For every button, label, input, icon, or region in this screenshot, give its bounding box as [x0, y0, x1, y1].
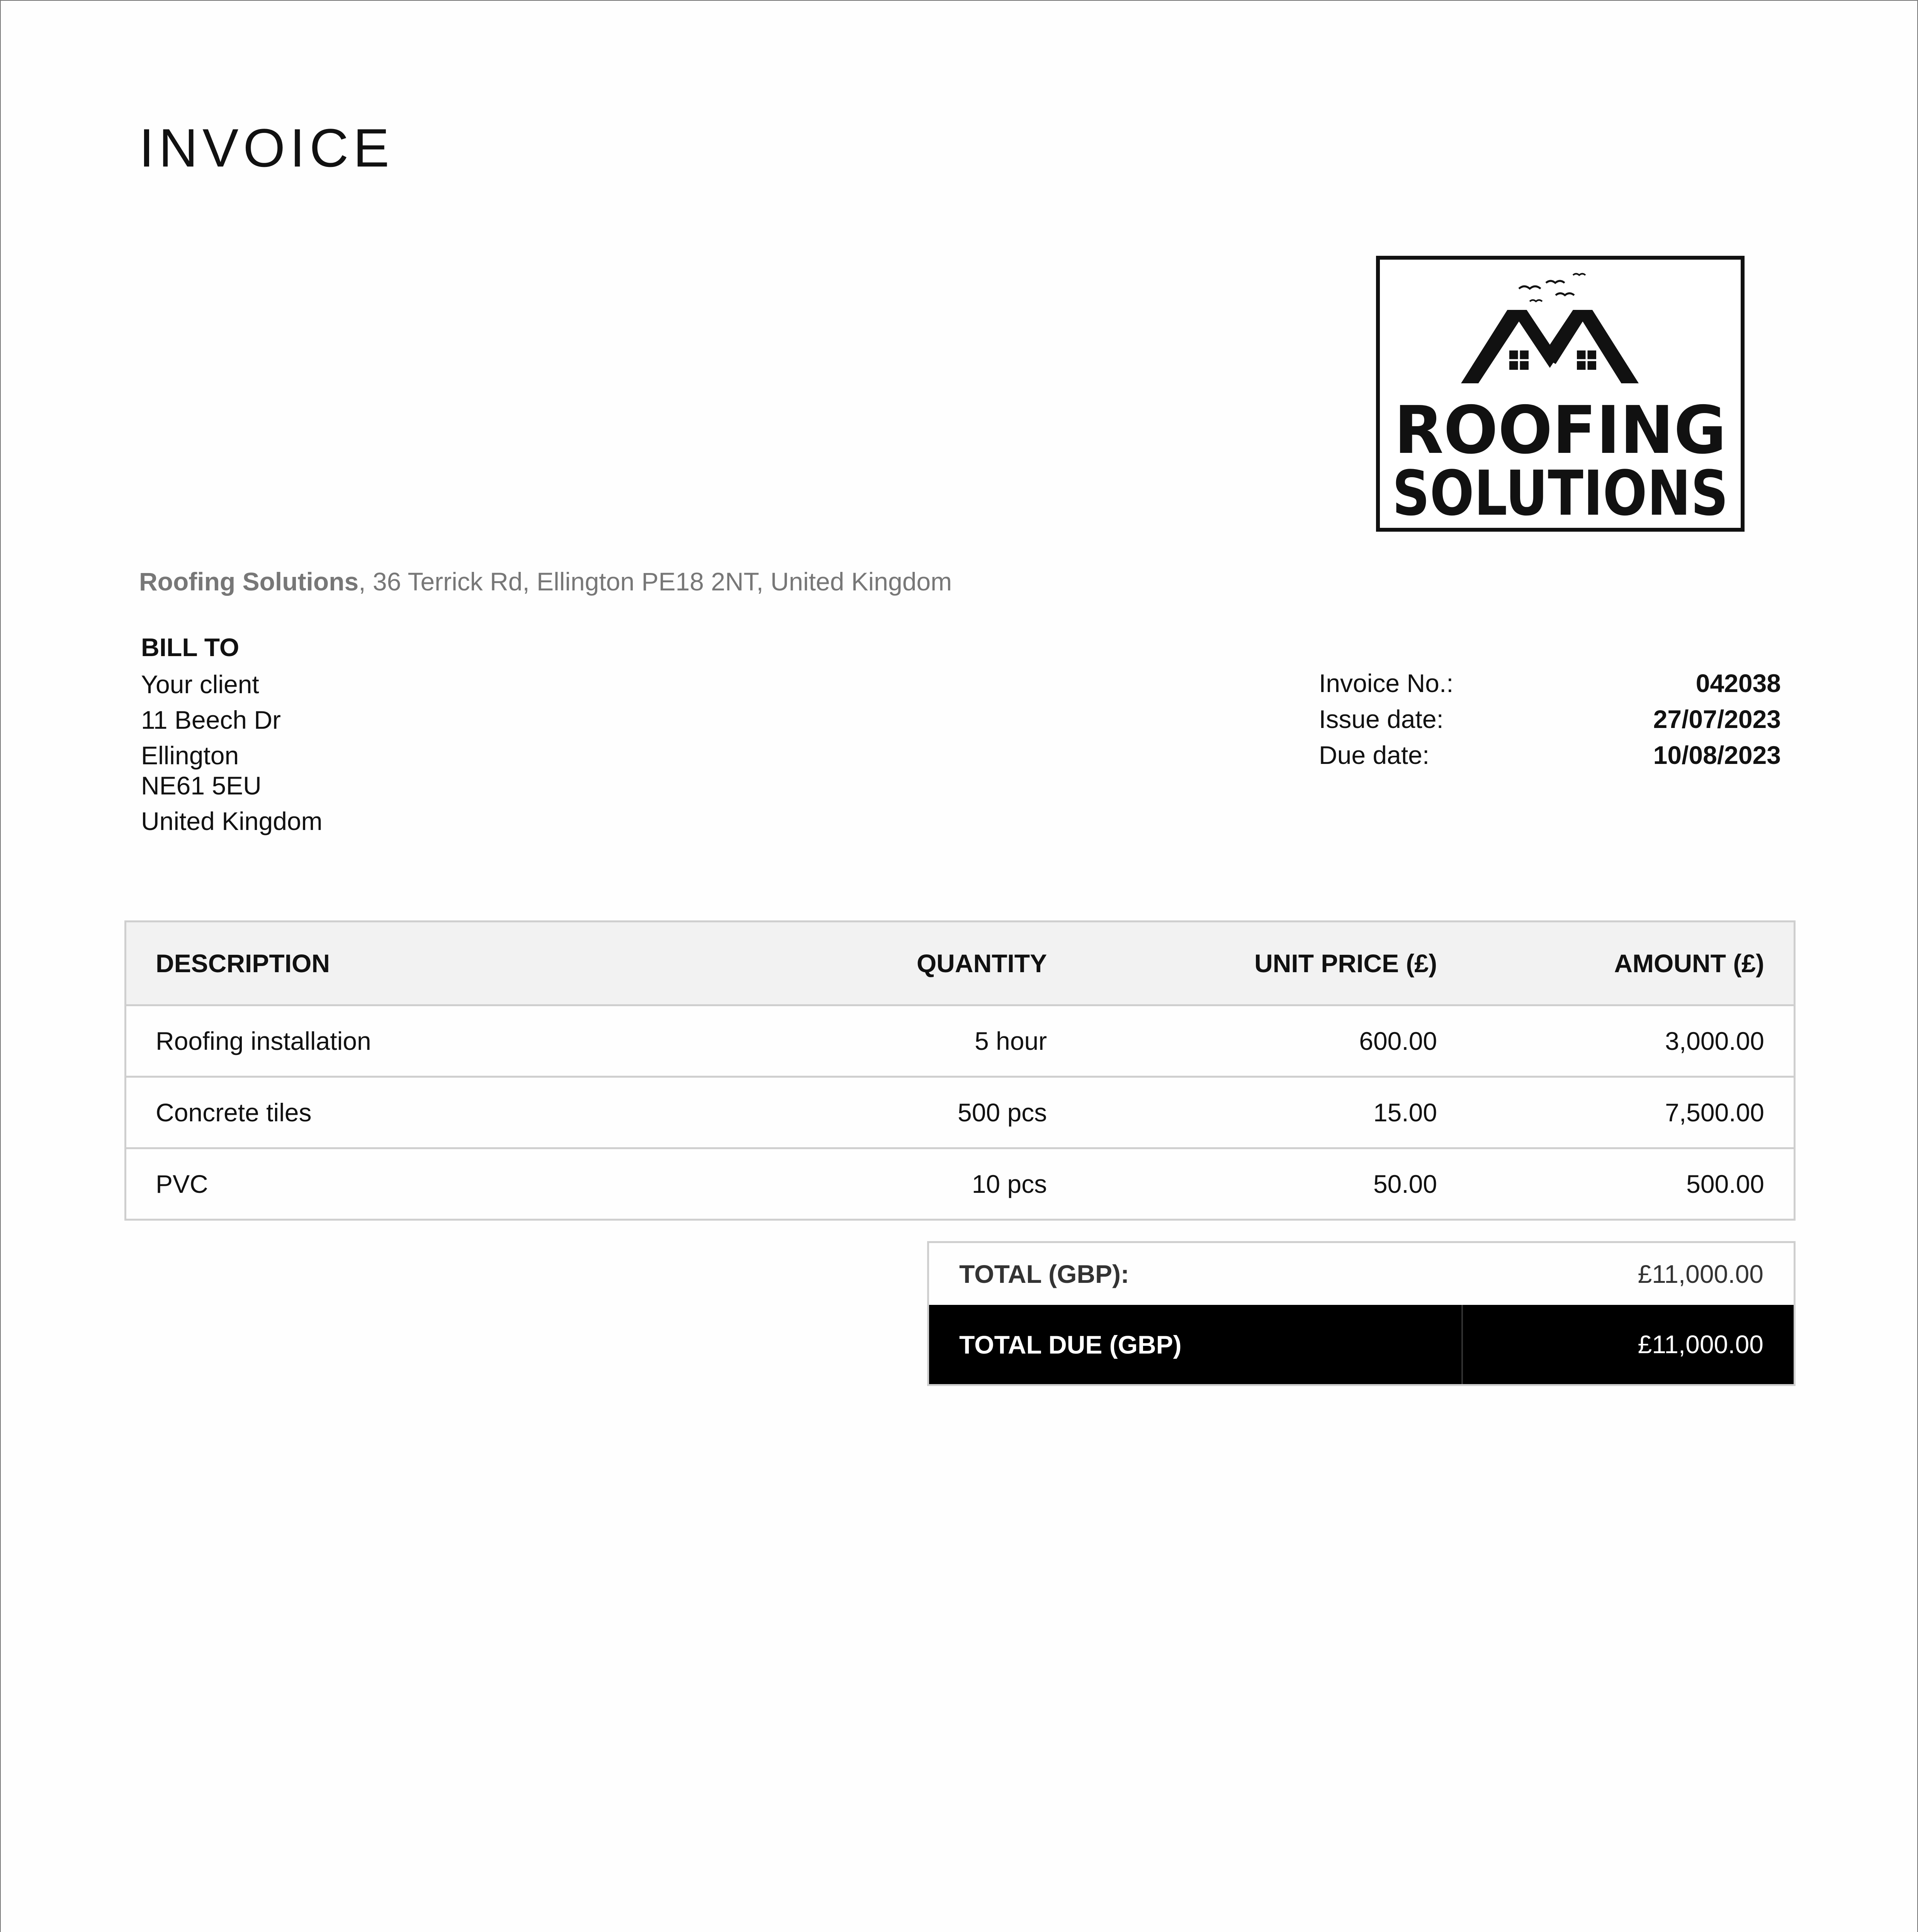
- meta-label: Due date:: [1319, 741, 1430, 769]
- item-amount: 7,500.00: [1665, 1098, 1764, 1127]
- table-row: [126, 1004, 1794, 1076]
- item-description: Roofing installation: [156, 1027, 371, 1055]
- client-postcode: NE61 5EU: [141, 771, 262, 800]
- bill-to-heading: BILL TO: [141, 633, 240, 662]
- sender-address: [139, 567, 952, 596]
- column-header-quantity: QUANTITY: [916, 949, 1047, 978]
- table-header-row: [126, 922, 1794, 1004]
- invoice-number-row: [1319, 668, 1781, 704]
- logo-line1: ROOFING: [1394, 392, 1726, 469]
- due-date: 10/08/2023: [1653, 741, 1781, 769]
- table-row: [126, 1147, 1794, 1219]
- item-description: Concrete tiles: [156, 1098, 312, 1127]
- total-due-value: £11,000.00: [1461, 1305, 1794, 1384]
- item-quantity: 10 pcs: [972, 1170, 1047, 1198]
- item-unit-price: 15.00: [1373, 1098, 1437, 1127]
- client-city: Ellington: [141, 741, 239, 770]
- sender-name: Roofing Solutions: [139, 567, 359, 596]
- table-row: [126, 1076, 1794, 1147]
- sender-address-text: , 36 Terrick Rd, Ellington PE18 2NT, United Kingdom: [358, 567, 952, 596]
- client-street: 11 Beech Dr: [141, 706, 281, 734]
- total-due-label: TOTAL DUE (GBP): [959, 1330, 1182, 1359]
- client-name: Your client: [141, 670, 259, 699]
- column-header-amount: AMOUNT (£): [1614, 949, 1764, 978]
- roof-logo-icon: [1380, 260, 1741, 528]
- due-date-row: [1319, 740, 1781, 776]
- totals-box: [927, 1241, 1796, 1386]
- company-logo: [1376, 256, 1745, 532]
- item-quantity: 500 pcs: [957, 1098, 1047, 1127]
- item-quantity: 5 hour: [975, 1027, 1047, 1055]
- issue-date: 27/07/2023: [1653, 705, 1781, 733]
- invoice-meta: [1319, 668, 1781, 776]
- total-row: [929, 1243, 1794, 1305]
- item-unit-price: 600.00: [1359, 1027, 1437, 1055]
- client-country: United Kingdom: [141, 807, 323, 835]
- invoice-number: 042038: [1695, 669, 1781, 697]
- bill-to-block: [141, 634, 323, 844]
- total-due-row: [929, 1305, 1794, 1384]
- column-header-unit-price: UNIT PRICE (£): [1254, 949, 1437, 978]
- item-unit-price: 50.00: [1373, 1170, 1437, 1198]
- logo-line2: SOLUTIONS: [1392, 457, 1728, 529]
- meta-label: Invoice No.:: [1319, 669, 1454, 697]
- issue-date-row: [1319, 704, 1781, 740]
- item-amount: 3,000.00: [1665, 1027, 1764, 1055]
- item-amount: 500.00: [1686, 1170, 1764, 1198]
- total-label: TOTAL (GBP):: [959, 1260, 1129, 1288]
- meta-label: Issue date:: [1319, 705, 1444, 733]
- column-header-description: DESCRIPTION: [156, 949, 330, 978]
- total-value: £11,000.00: [1638, 1260, 1763, 1288]
- line-items-table: [124, 920, 1796, 1221]
- page-title: INVOICE: [139, 117, 394, 178]
- item-description: PVC: [156, 1170, 208, 1198]
